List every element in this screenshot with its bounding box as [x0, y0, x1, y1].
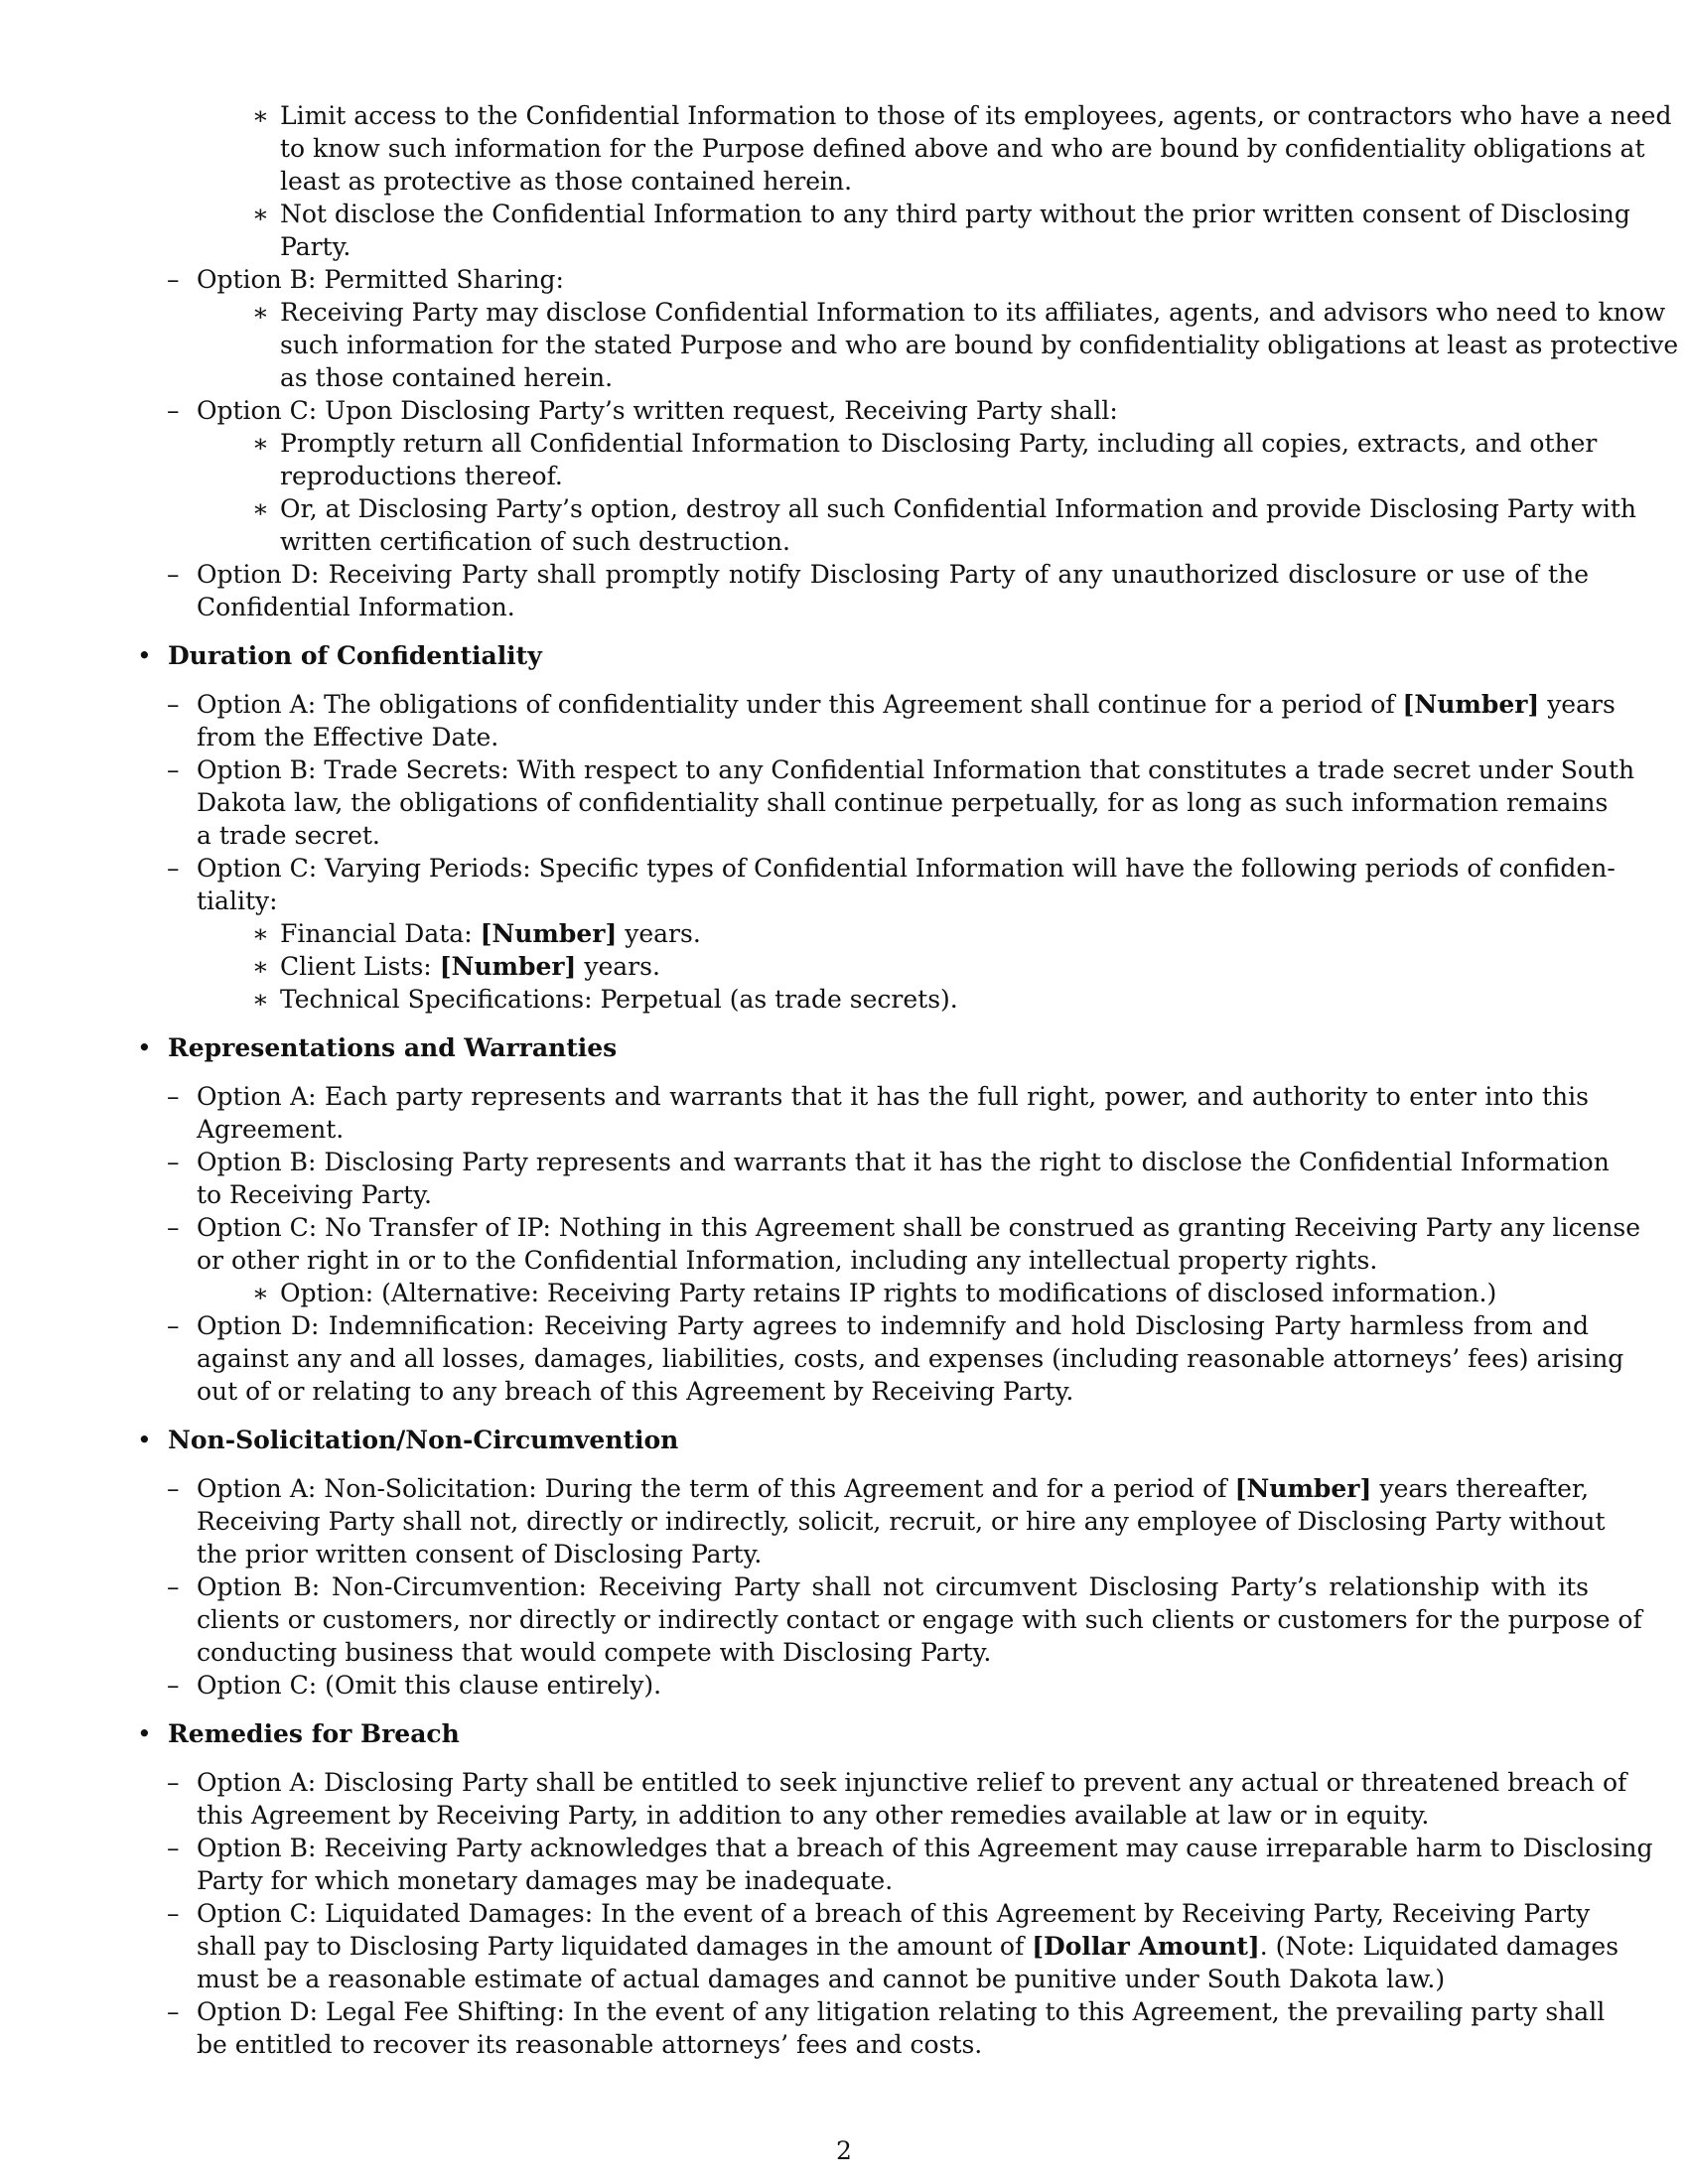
- line-text: Or, at Disclosing Party’s option, destroy all such Confidential Information and provide Disclosing Party with: [280, 494, 1637, 523]
- line-text: reproductions thereof.: [280, 462, 563, 490]
- line-text: must be a reasonable estimate of actual damages and cannot be punitive under South Dakota law.): [197, 1965, 1446, 1993]
- list-item: [252, 492, 1637, 525]
- line-text: . (Note: Liquidated damages: [1259, 1932, 1619, 1961]
- line-text: Party.: [280, 232, 352, 261]
- option-item-continuation: [197, 1963, 1589, 1995]
- heading-text: Remedies for Breach: [168, 1719, 460, 1748]
- asterisk-bullet-icon: ∗: [252, 985, 269, 1014]
- line-text: Receiving Party shall not, directly or indirectly, solicit, recruit, or hire any employee of Disclosing Party without: [197, 1507, 1606, 1536]
- asterisk-bullet-icon: ∗: [252, 298, 269, 327]
- dash-bullet-icon: –: [167, 1997, 180, 2026]
- line-text: Option B: Non-Circumvention: Receiving Party shall not circumvent Disclosing Party’s relationship with its: [197, 1572, 1589, 1601]
- placeholder-field: [Number]: [439, 952, 577, 981]
- line-text: years thereafter,: [1379, 1474, 1590, 1503]
- dash-bullet-icon: –: [167, 560, 180, 589]
- list-item-continuation: [280, 132, 1645, 165]
- line-text: Option B: Disclosing Party represents and warrants that it has the right to disclose the Confidential Information: [197, 1148, 1610, 1176]
- option-item-continuation: [197, 819, 1589, 852]
- option-item-continuation: [197, 1244, 1589, 1277]
- dash-bullet-icon: –: [167, 1148, 180, 1176]
- option-item-continuation: [197, 1538, 1589, 1570]
- section-heading: [137, 1031, 1589, 1064]
- option-item-continuation: [197, 1603, 1642, 1636]
- line-text: Option B: Receiving Party acknowledges that a breach of this Agreement may cause irreparable harm to Disclosing: [197, 1834, 1653, 1862]
- list-item: [252, 99, 1672, 132]
- line-text: against any and all losses, damages, liabilities, costs, and expenses (including reasonable attorneys’ fees) arising: [197, 1344, 1624, 1373]
- heading-text: Representations and Warranties: [168, 1033, 618, 1062]
- asterisk-bullet-icon: ∗: [252, 952, 269, 981]
- option-item-continuation: [197, 1375, 1589, 1408]
- option-item: [167, 1146, 1610, 1178]
- heading-text: Non-Solicitation/Non-Circumvention: [168, 1426, 679, 1454]
- option-item-continuation: [197, 1864, 1589, 1897]
- line-text: Promptly return all Confidential Information to Disclosing Party, including all copies, extracts, and other: [280, 429, 1598, 458]
- section-heading: [137, 639, 1589, 672]
- dash-bullet-icon: –: [167, 1834, 180, 1862]
- asterisk-bullet-icon: ∗: [252, 101, 269, 130]
- line-text: Option: (Alternative: Receiving Party retains IP rights to modifications of disclosed information.): [280, 1279, 1497, 1307]
- list-item-continuation: [280, 361, 1589, 394]
- line-text: Option A: The obligations of confidentiality under this Agreement shall continue for a period of: [197, 690, 1395, 719]
- line-text: shall pay to Disclosing Party liquidated damages in the amount of: [197, 1932, 1025, 1961]
- option-item-continuation: [197, 1636, 1589, 1669]
- line-text: to Receiving Party.: [197, 1180, 432, 1209]
- dash-bullet-icon: –: [167, 265, 180, 294]
- dash-bullet-icon: –: [167, 1572, 180, 1601]
- line-text: Option D: Indemnification: Receiving Party agrees to indemnify and hold Disclosing Party harmless from and: [197, 1311, 1589, 1340]
- section-heading: [137, 1424, 1589, 1456]
- option-item-continuation: [197, 1505, 1606, 1538]
- list-item-continuation: [280, 329, 1679, 361]
- line-text: years.: [625, 919, 701, 948]
- line-text: years.: [584, 952, 660, 981]
- dash-bullet-icon: –: [167, 396, 180, 425]
- list-item-continuation: [280, 230, 1589, 263]
- dash-bullet-icon: –: [167, 1474, 180, 1503]
- line-text: Option C: Liquidated Damages: In the event of a breach of this Agreement by Receiving Party, Receiving Party: [197, 1899, 1591, 1928]
- line-text: to know such information for the Purpose defined above and who are bound by confidentiality obligations at: [280, 134, 1645, 163]
- option-item: [167, 1995, 1606, 2028]
- asterisk-bullet-icon: ∗: [252, 494, 269, 523]
- asterisk-bullet-icon: ∗: [252, 1279, 269, 1307]
- option-item: [167, 1570, 1589, 1603]
- line-text: Option C: No Transfer of IP: Nothing in this Agreement shall be construed as granting Receiving Party any license: [197, 1213, 1641, 1242]
- dash-bullet-icon: –: [167, 1899, 180, 1928]
- option-item: [167, 558, 1589, 591]
- placeholder-field: [Number]: [480, 919, 618, 948]
- option-item: [167, 1669, 1589, 1702]
- line-text: such information for the stated Purpose and who are bound by confidentiality obligations at least as protective: [280, 331, 1679, 359]
- placeholder-field: [Dollar Amount]: [1032, 1932, 1260, 1961]
- line-text: least as protective as those contained herein.: [280, 167, 853, 196]
- option-item-continuation: [197, 1799, 1589, 1832]
- line-text: Option D: Receiving Party shall promptly notify Disclosing Party of any unauthorized disclosure or use of the: [197, 560, 1589, 589]
- list-item: [252, 983, 1589, 1016]
- line-text: Option A: Non-Solicitation: During the term of this Agreement and for a period of: [197, 1474, 1227, 1503]
- line-text: Option D: Legal Fee Shifting: In the event of any litigation relating to this Agreement, the prevailing party shall: [197, 1997, 1606, 2026]
- line-text: Receiving Party may disclose Confidential Information to its affiliates, agents, and advisors who need to know: [280, 298, 1666, 327]
- option-item: [167, 852, 1616, 885]
- list-item: [252, 427, 1598, 460]
- bullet-icon: •: [137, 1033, 152, 1062]
- placeholder-field: [Number]: [1234, 1474, 1372, 1503]
- line-text: Option C: (Omit this clause entirely).: [197, 1671, 662, 1700]
- line-text: be entitled to recover its reasonable attorneys’ fees and costs.: [197, 2030, 983, 2059]
- option-item: [167, 753, 1635, 786]
- option-item-continuation: [197, 1113, 1589, 1146]
- line-text: Option A: Each party represents and warrants that it has the full right, power, and authority to enter into this: [197, 1082, 1589, 1111]
- line-text: from the Effective Date.: [197, 723, 499, 751]
- section-heading: [137, 1717, 1589, 1750]
- line-text: Limit access to the Confidential Information to those of its employees, agents, or contractors who have a need: [280, 101, 1672, 130]
- line-text: written certification of such destruction.: [280, 527, 790, 556]
- line-text: Option B: Permitted Sharing:: [197, 265, 564, 294]
- line-text: Technical Specifications: Perpetual (as trade secrets).: [280, 985, 958, 1014]
- bullet-icon: •: [137, 1719, 152, 1748]
- dash-bullet-icon: –: [167, 854, 180, 883]
- option-item-continuation: [197, 885, 1589, 917]
- list-item: [252, 198, 1630, 230]
- line-text: Option C: Varying Periods: Specific types of Confidential Information will have the following periods of confiden-: [197, 854, 1616, 883]
- placeholder-field: [Number]: [1402, 690, 1540, 719]
- dash-bullet-icon: –: [167, 690, 180, 719]
- line-text: Confidential Information.: [197, 593, 515, 621]
- option-item: [167, 1832, 1653, 1864]
- dash-bullet-icon: –: [167, 1213, 180, 1242]
- heading-text: Duration of Confidentiality: [168, 641, 542, 670]
- line-text: the prior written consent of Disclosing Party.: [197, 1540, 763, 1569]
- line-text: Client Lists:: [280, 952, 432, 981]
- line-text: a trade secret.: [197, 821, 380, 850]
- option-item: [167, 1309, 1589, 1342]
- line-text: conducting business that would compete with Disclosing Party.: [197, 1638, 992, 1667]
- list-item-continuation: [280, 460, 1589, 492]
- line-text: out of or relating to any breach of this Agreement by Receiving Party.: [197, 1377, 1074, 1406]
- option-item-continuation: [197, 2028, 1589, 2061]
- option-item-continuation: [197, 1178, 1589, 1211]
- list-item-continuation: [280, 165, 1589, 198]
- list-item-continuation: [280, 525, 1589, 558]
- line-text: Dakota law, the obligations of confidentiality shall continue perpetually, for as long as such information remains: [197, 788, 1609, 817]
- line-text: tiality:: [197, 887, 278, 915]
- asterisk-bullet-icon: ∗: [252, 919, 269, 948]
- line-text: years: [1547, 690, 1616, 719]
- list-item: [252, 917, 1589, 950]
- bullet-icon: •: [137, 641, 152, 670]
- line-text: this Agreement by Receiving Party, in addition to any other remedies available at law or in equity.: [197, 1801, 1430, 1830]
- bullet-icon: •: [137, 1426, 152, 1454]
- option-item-continuation: [197, 591, 1589, 623]
- option-item: [167, 1472, 1590, 1505]
- page-number: 2: [836, 2136, 852, 2165]
- line-text: Agreement.: [197, 1115, 345, 1144]
- option-item-continuation: [197, 1930, 1619, 1963]
- line-text: Option B: Trade Secrets: With respect to any Confidential Information that constitutes a trade secret under South: [197, 755, 1635, 784]
- option-item-continuation: [197, 1342, 1624, 1375]
- asterisk-bullet-icon: ∗: [252, 429, 269, 458]
- option-item: [167, 688, 1616, 721]
- option-item: [167, 1766, 1627, 1799]
- dash-bullet-icon: –: [167, 755, 180, 784]
- option-item: [167, 394, 1589, 427]
- line-text: clients or customers, nor directly or indirectly contact or engage with such clients or customers for the purpose of: [197, 1605, 1642, 1634]
- line-text: Option C: Upon Disclosing Party’s written request, Receiving Party shall:: [197, 396, 1118, 425]
- option-item-continuation: [197, 721, 1589, 753]
- list-item: [252, 296, 1666, 329]
- dash-bullet-icon: –: [167, 1768, 180, 1797]
- option-item: [167, 1211, 1641, 1244]
- line-text: as those contained herein.: [280, 363, 614, 392]
- asterisk-bullet-icon: ∗: [252, 200, 269, 228]
- dash-bullet-icon: –: [167, 1082, 180, 1111]
- list-item: [252, 950, 1589, 983]
- line-text: Party for which monetary damages may be inadequate.: [197, 1866, 894, 1895]
- line-text: Financial Data:: [280, 919, 473, 948]
- document-body: [137, 99, 1679, 2061]
- option-item: [167, 1080, 1589, 1113]
- option-item-continuation: [197, 786, 1609, 819]
- list-item: [252, 1277, 1589, 1309]
- option-item: [167, 263, 1589, 296]
- line-text: or other right in or to the Confidential Information, including any intellectual property rights.: [197, 1246, 1378, 1275]
- line-text: Not disclose the Confidential Information to any third party without the prior written consent of Disclosing: [280, 200, 1630, 228]
- dash-bullet-icon: –: [167, 1311, 180, 1340]
- dash-bullet-icon: –: [167, 1671, 180, 1700]
- option-item: [167, 1897, 1591, 1930]
- line-text: Option A: Disclosing Party shall be entitled to seek injunctive relief to prevent any actual or threatened breach of: [197, 1768, 1627, 1797]
